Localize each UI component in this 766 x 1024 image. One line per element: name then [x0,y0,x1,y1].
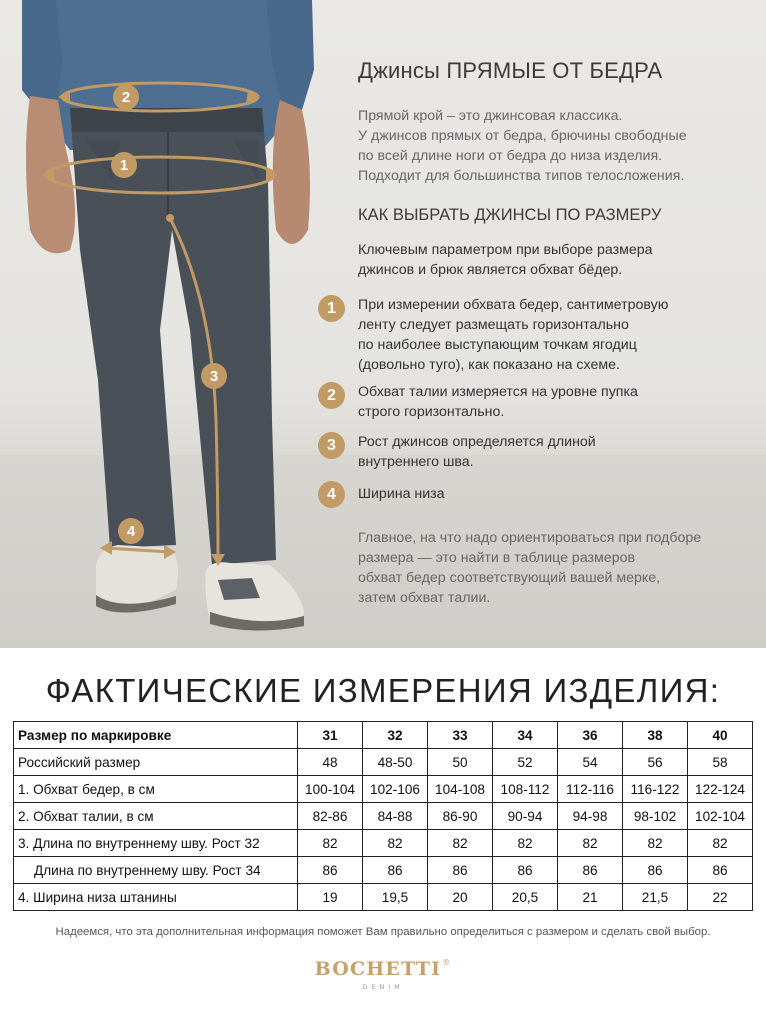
table-cell: 19 [298,884,363,911]
table-cell: 100-104 [298,776,363,803]
model-illustration [0,0,330,648]
table-cell: 50 [428,749,493,776]
key-parameter-text: Ключевым параметром при выборе размера джинсов и брюк является обхват бёдер. [358,242,653,278]
step-badge: 3 [318,432,345,459]
table-row [14,749,753,776]
table-cell: 86 [493,857,558,884]
table-cell: 98-102 [623,803,688,830]
table-cell: 86 [298,857,363,884]
header-cell: 31 [298,722,363,749]
step-text: Ширина низа [358,486,445,502]
table-cell: 82 [623,830,688,857]
table-cell: 82-86 [298,803,363,830]
table-cell: 82 [558,830,623,857]
table-cell: 86 [363,857,428,884]
header-cell: 36 [558,722,623,749]
registered-mark: ® [442,958,452,967]
table-row [14,830,753,857]
step-text: При измерении обхвата бедер, сантиметровую ленту следует размещать горизонтально по наиболее выступающим точкам ягодиц (довольно туго), как показано на схеме. [358,297,669,373]
table-cell: 19,5 [363,884,428,911]
table-cell: 48 [298,749,363,776]
step-1 [318,295,669,373]
marker-3: 3 [209,368,219,385]
table-cell: 90-94 [493,803,558,830]
header-label: Размер по маркировке [14,722,298,749]
table-cell: 86 [558,857,623,884]
table-cell: 108-112 [493,776,558,803]
intro-text: Прямой крой – это джинсовая классика. У джинсов прямых от бедра, брючины свободные по всей длине ноги от бедра до низа изделия. Подходит для большинства типов телосложения. [358,108,687,184]
table-cell: 48-50 [363,749,428,776]
table-cell: 116-122 [623,776,688,803]
page-title: Джинсы ПРЯМЫЕ ОТ БЕДРА [358,58,663,83]
table-row [14,857,753,884]
row-label: Длина по внутреннему шву. Рост 34 [14,857,298,884]
table-cell: 20 [428,884,493,911]
step-4 [318,481,445,508]
step-3 [318,432,596,470]
table-cell: 102-106 [363,776,428,803]
table-cell: 58 [688,749,753,776]
table-row [14,884,753,911]
header-cell: 38 [623,722,688,749]
table-row [14,776,753,803]
brand-subtitle: DENIM [362,983,404,991]
step-badge: 1 [318,295,345,322]
marker-4: 4 [126,523,136,540]
table-cell: 22 [688,884,753,911]
table-cell: 82 [688,830,753,857]
size-table [13,721,753,911]
table-header-row [14,722,753,749]
table-cell: 86 [428,857,493,884]
row-label: 3. Длина по внутреннему шву. Рост 32 [14,830,298,857]
table-cell: 84-88 [363,803,428,830]
table-cell: 94-98 [558,803,623,830]
table-cell: 82 [298,830,363,857]
table-cell: 82 [363,830,428,857]
header-cell: 32 [363,722,428,749]
table-cell: 122-124 [688,776,753,803]
table-cell: 86 [623,857,688,884]
table-cell: 20,5 [493,884,558,911]
table-cell: 56 [623,749,688,776]
section-subtitle: КАК ВЫБРАТЬ ДЖИНСЫ ПО РАЗМЕРУ [358,206,662,224]
table-cell: 52 [493,749,558,776]
header-cell: 40 [688,722,753,749]
step-badge: 2 [318,382,345,409]
table-cell: 21 [558,884,623,911]
step-2 [318,382,638,420]
table-cell: 86-90 [428,803,493,830]
brand-name: BOCHETTI [314,958,442,980]
table-cell: 112-116 [558,776,623,803]
footnote: Надеемся, что эта дополнительная информация поможет Вам правильно определиться с размером и сделать свой выбор. [55,926,711,938]
row-label: 1. Обхват бедер, в см [14,776,298,803]
closing-text: Главное, на что надо ориентироваться при подборе размера — это найти в таблице размеров обхват бедер соответствующий вашей мерке, затем обхват талии. [358,530,702,606]
table-title: ФАКТИЧЕСКИЕ ИЗМЕРЕНИЯ ИЗДЕЛИЯ: [45,672,721,709]
header-cell: 33 [428,722,493,749]
row-label: 4. Ширина низа штанины [14,884,298,911]
step-text: Рост джинсов определяется длиной внутреннего шва. [358,434,596,470]
brand-logo [0,958,766,991]
header-cell: 34 [493,722,558,749]
table-cell: 104-108 [428,776,493,803]
row-label: 2. Обхват талии, в см [14,803,298,830]
table-row [14,803,753,830]
table-cell: 86 [688,857,753,884]
step-text: Обхват талии измеряется на уровне пупка строго горизонтально. [358,384,638,420]
table-cell: 54 [558,749,623,776]
table-cell: 82 [428,830,493,857]
table-cell: 21,5 [623,884,688,911]
marker-2: 2 [121,89,131,106]
row-label: Российский размер [14,749,298,776]
table-cell: 82 [493,830,558,857]
step-badge: 4 [318,481,345,508]
table-cell: 102-104 [688,803,753,830]
marker-1: 1 [119,157,129,174]
